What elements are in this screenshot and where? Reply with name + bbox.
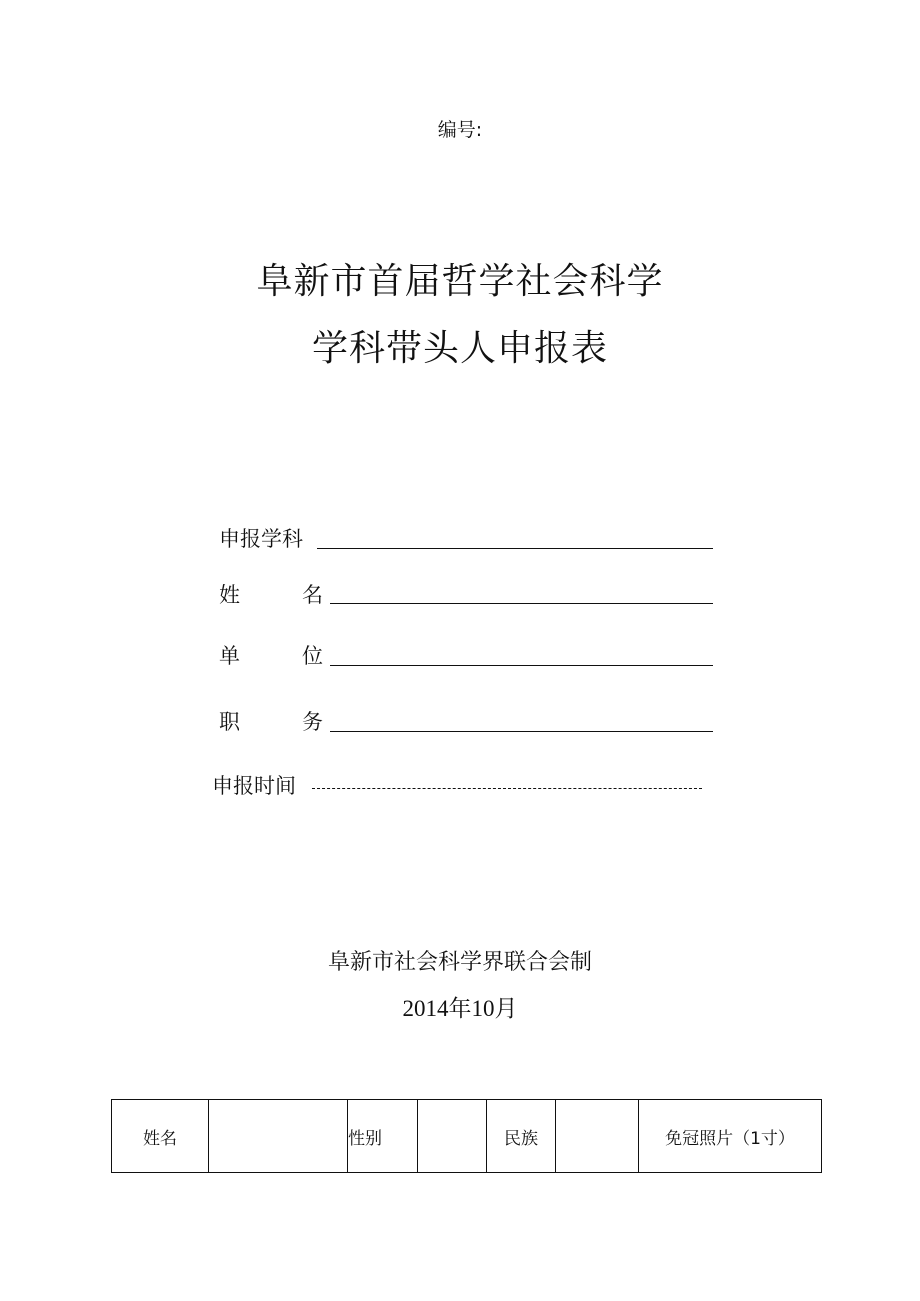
table-row: [112, 1100, 822, 1173]
issue-date: 2014年10月: [402, 996, 518, 1021]
unit-label-char-2: 位: [302, 644, 323, 668]
form-title-line2: 学科带头人申报表: [311, 328, 608, 369]
name-label: [219, 580, 323, 610]
unit-label: [219, 641, 323, 671]
name-cell-label: 姓名: [112, 1100, 209, 1173]
issuing-organization: 阜新市社会科学界联合会制: [327, 950, 592, 975]
ethnicity-cell-label: 民族: [487, 1100, 556, 1173]
gender-cell-value[interactable]: [418, 1100, 487, 1173]
position-label: [219, 707, 323, 737]
discipline-field[interactable]: [317, 548, 713, 549]
position-field[interactable]: [330, 731, 713, 732]
name-label-char-2: 名: [302, 583, 323, 607]
form-title-line1: 阜新市首届哲学社会科学: [256, 261, 664, 302]
position-label-char-1: 职: [219, 710, 240, 734]
discipline-label: 申报学科: [219, 527, 303, 551]
position-label-char-2: 务: [302, 710, 323, 734]
unit-field[interactable]: [330, 665, 713, 666]
date-label: 申报时间: [212, 774, 296, 798]
date-field[interactable]: [312, 788, 702, 789]
ethnicity-cell-value[interactable]: [556, 1100, 639, 1173]
name-cell-value[interactable]: [209, 1100, 348, 1173]
serial-number-label: 编号:: [437, 119, 483, 141]
name-label-char-1: 姓: [219, 583, 240, 607]
name-field[interactable]: [330, 603, 713, 604]
applicant-info-table: [111, 1099, 822, 1173]
unit-label-char-1: 单: [219, 644, 240, 668]
photo-cell[interactable]: 免冠照片（1寸）: [639, 1100, 822, 1173]
gender-cell-label: 性别: [348, 1100, 418, 1173]
